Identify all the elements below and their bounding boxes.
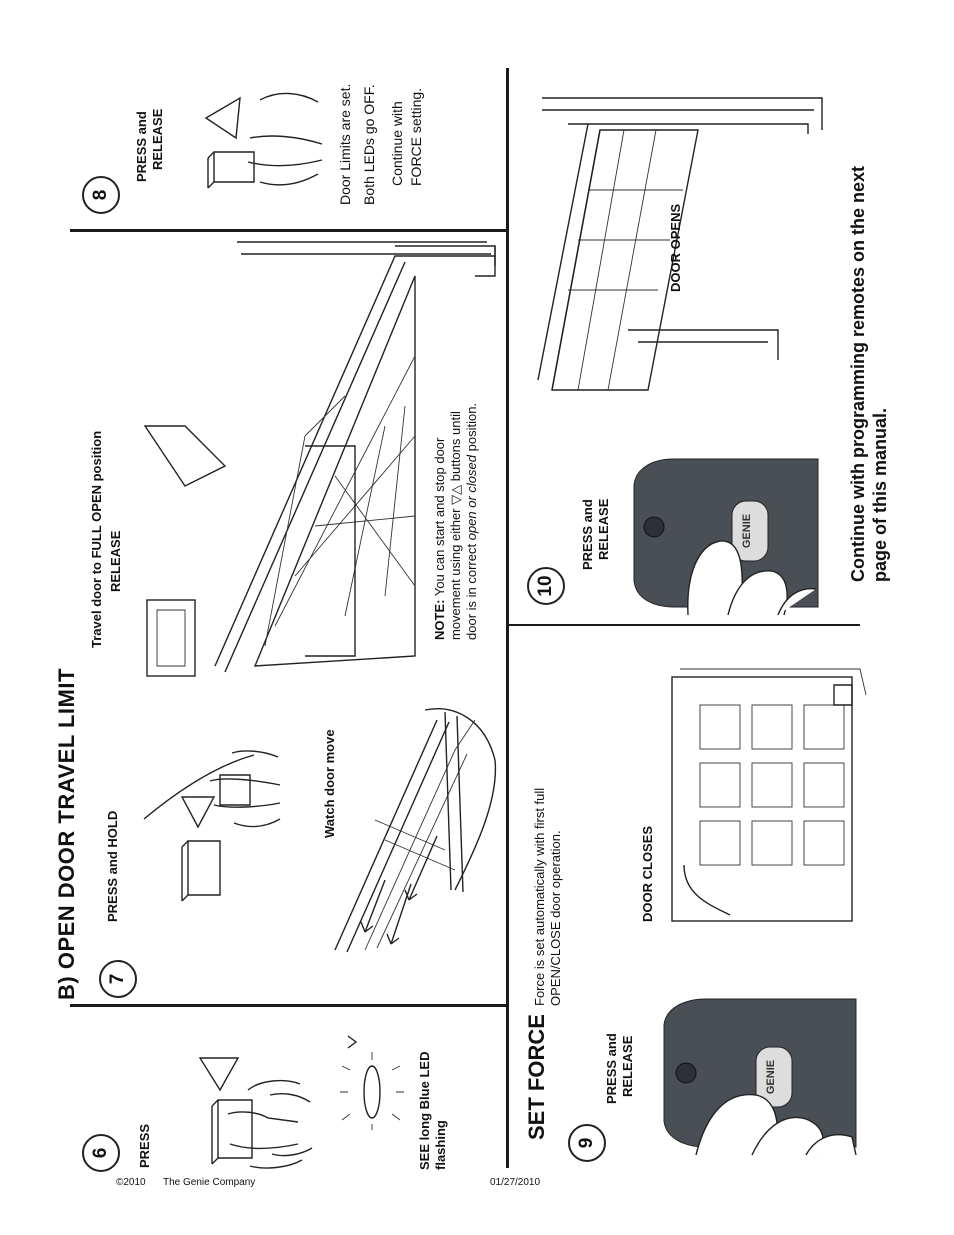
step-9-number: 9 <box>568 1124 606 1162</box>
door-closes-label: DOOR CLOSES <box>640 825 655 922</box>
door-moving-illustration <box>325 700 505 980</box>
step-9-remote-illustration <box>656 995 866 1155</box>
continue-programming-line2: page of this manual. <box>870 407 890 582</box>
travel-full-open-line1: Travel door to FULL OPEN position <box>89 430 104 648</box>
both-leds-off-text: Both LEDs go OFF. <box>361 84 377 205</box>
open-close-arrows-icon: ▽△ <box>448 484 463 505</box>
vertical-divider-rule <box>506 68 509 1168</box>
step-8-press-illustration <box>200 78 330 198</box>
led-see-text-line1: SEE long Blue LED <box>417 1051 432 1170</box>
footer-date: 01/27/2010 <box>490 1177 541 1188</box>
step-9-instruction-line2: RELEASE <box>620 1035 635 1097</box>
watch-door-move-label: Watch door move <box>322 729 337 838</box>
step-7-press-hold-illustration <box>140 745 290 905</box>
garage-door-closed-illustration <box>670 665 876 925</box>
door-opens-label: DOOR OPENS <box>668 203 683 292</box>
blue-led-flashing-icon <box>340 1030 410 1130</box>
step-6-press-illustration <box>190 1040 320 1170</box>
force-auto-text-line1: Force is set automatically with first full <box>532 787 547 1006</box>
note-line1: NOTE: You can start and stop door <box>432 437 447 640</box>
upper-middle-rule <box>70 229 508 232</box>
section-b-title: B) OPEN DOOR TRAVEL LIMIT <box>54 668 79 1000</box>
step-9-instruction-line1: PRESS and <box>604 1033 619 1104</box>
travel-release-line2: RELEASE <box>108 530 123 592</box>
step-8-instruction-line1: PRESS and <box>134 111 149 182</box>
top-section-rule <box>70 1004 508 1007</box>
force-setting-text: FORCE setting. <box>408 87 424 186</box>
step-6-instruction: PRESS <box>137 1123 152 1168</box>
footer-copyright: ©2010 <box>116 1177 146 1188</box>
continue-with-text: Continue with <box>389 101 405 186</box>
door-limits-set-text: Door Limits are set. <box>337 83 353 205</box>
step-10-instruction-line2: RELEASE <box>596 498 611 560</box>
continue-programming-line1: Continue with programming remotes on the next <box>848 165 868 582</box>
step-7-number: 7 <box>99 960 137 998</box>
note-line2: movement using either ▽△ buttons until <box>448 411 463 640</box>
section-force-title: SET FORCE <box>524 1014 549 1140</box>
step-7-instruction: PRESS and HOLD <box>105 810 120 922</box>
step-8-number: 8 <box>82 176 120 214</box>
svg-text:GENIE: GENIE <box>765 1059 777 1095</box>
force-section-rule <box>508 624 860 626</box>
note-line3: door is in correct open or closed position. <box>464 402 479 640</box>
footer-company: The Genie Company <box>163 1177 256 1188</box>
led-see-text-line2: flashing <box>433 1120 448 1170</box>
garage-door-fully-open-illustration <box>528 90 848 410</box>
svg-text:GENIE: GENIE <box>741 513 753 549</box>
step-10-number: 10 <box>527 567 565 605</box>
step-10-remote-illustration <box>628 455 818 615</box>
step-10-instruction-line1: PRESS and <box>580 499 595 570</box>
step-8-instruction-line2: RELEASE <box>150 108 165 170</box>
force-auto-text-line2: OPEN/CLOSE door operation. <box>548 830 563 1006</box>
step-6-number: 6 <box>82 1134 120 1172</box>
